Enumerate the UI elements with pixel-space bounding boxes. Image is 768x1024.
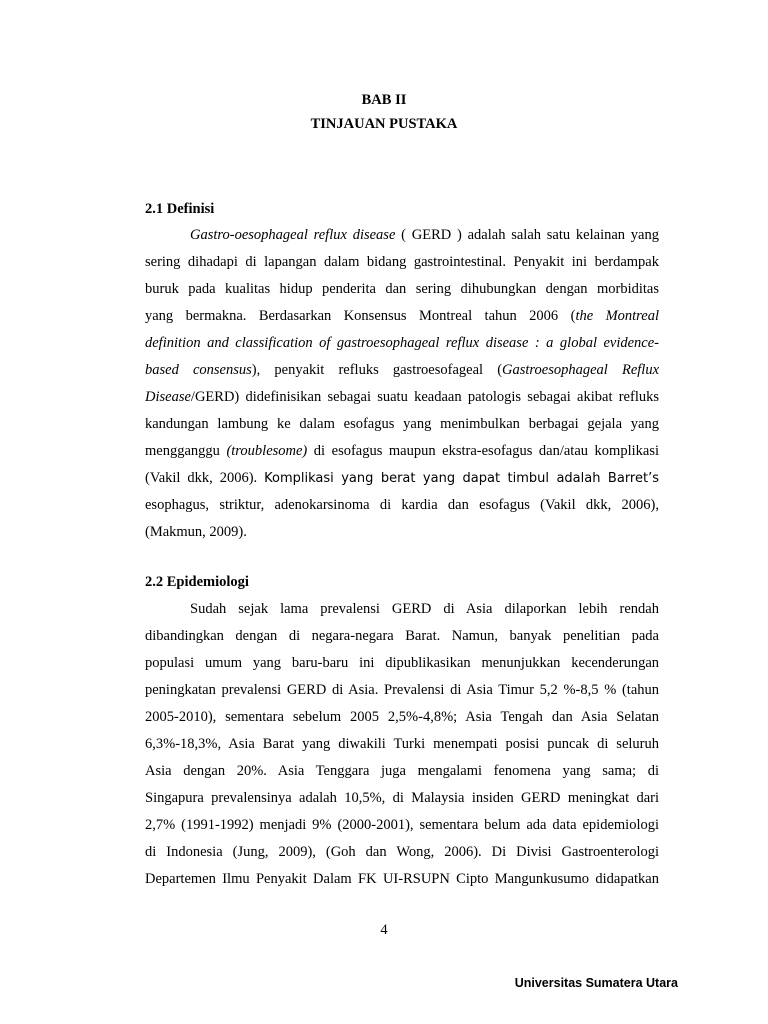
text-line: (Vakil dkk, 2006). Komplikasi yang berat yang dapat timbul adalah Barret’s — [145, 470, 659, 486]
text-line: Singapura prevalensinya adalah 10,5%, di Malaysia insiden GERD meningkat dari — [145, 790, 659, 806]
paragraph-epidemiologi — [145, 596, 659, 893]
text-line: di Indonesia (Jung, 2009), (Goh dan Wong, 2006). Di Divisi Gastroenterologi — [145, 844, 659, 860]
text-line: populasi umum yang baru-baru ini dipublikasikan menunjukkan kecenderungan — [145, 655, 659, 671]
text-line: Gastro-oesophageal reflux disease ( GERD ) adalah salah satu kelainan yang — [190, 227, 659, 243]
section-heading-epidemiologi: 2.2 Epidemiologi — [145, 574, 249, 590]
chapter-number: BAB II — [361, 92, 407, 108]
text-line: sering dihadapi di lapangan dalam bidang gastrointestinal. Penyakit ini berdampak — [145, 254, 659, 270]
text-line: Asia dengan 20%. Asia Tenggara juga mengalami fenomena yang sama; di — [145, 763, 659, 779]
text-line: dibandingkan dengan di negara-negara Barat. Namun, banyak penelitian pada — [145, 628, 659, 644]
text-line: esophagus, striktur, adenokarsinoma di kardia dan esofagus (Vakil dkk, 2006), — [145, 497, 659, 513]
text-line: 2005-2010), sementara sebelum 2005 2,5%-4,8%; Asia Tengah dan Asia Selatan — [145, 709, 659, 725]
text-line: buruk pada kualitas hidup penderita dan sering dihubungkan dengan morbiditas — [145, 281, 659, 297]
text-line: Disease/GERD) didefinisikan sebagai suatu keadaan patologis sebagai akibat refluks — [145, 389, 659, 405]
chapter-title: TINJAUAN PUSTAKA — [310, 116, 458, 132]
page-number: 4 — [380, 922, 388, 938]
chapter-heading — [0, 88, 768, 136]
text-line: yang bermakna. Berdasarkan Konsensus Montreal tahun 2006 (the Montreal — [145, 308, 660, 324]
text-line: peningkatan prevalensi GERD di Asia. Prevalensi di Asia Timur 5,2 %-8,5 % (tahun — [145, 682, 659, 698]
text-line: Departemen Ilmu Penyakit Dalam FK UI-RSUPN Cipto Mangunkusumo didapatkan — [145, 871, 659, 887]
footer-institution: Universitas Sumatera Utara — [514, 976, 678, 990]
paragraph-definisi — [145, 222, 659, 546]
text-line: (Makmun, 2009). — [145, 524, 247, 540]
text-line: definition and classification of gastroesophageal reflux disease : a global evidence- — [145, 335, 659, 351]
text-line: 2,7% (1991-1992) menjadi 9% (2000-2001), sementara belum ada data epidemiologi — [145, 817, 659, 833]
text-line: 6,3%-18,3%, Asia Barat yang diwakili Turki menempati posisi puncak di seluruh — [145, 736, 659, 752]
section-heading-definisi: 2.1 Definisi — [145, 201, 215, 217]
text-line: mengganggu (troublesome) di esofagus maupun ekstra-esofagus dan/atau komplikasi — [145, 443, 659, 459]
text-line: Sudah sejak lama prevalensi GERD di Asia dilaporkan lebih rendah — [190, 601, 659, 617]
text-line: kandungan lambung ke dalam esofagus yang menimbulkan berbagai gejala yang — [145, 416, 659, 432]
text-line: based consensus), penyakit refluks gastroesofageal (Gastroesophageal Reflux — [145, 362, 660, 378]
